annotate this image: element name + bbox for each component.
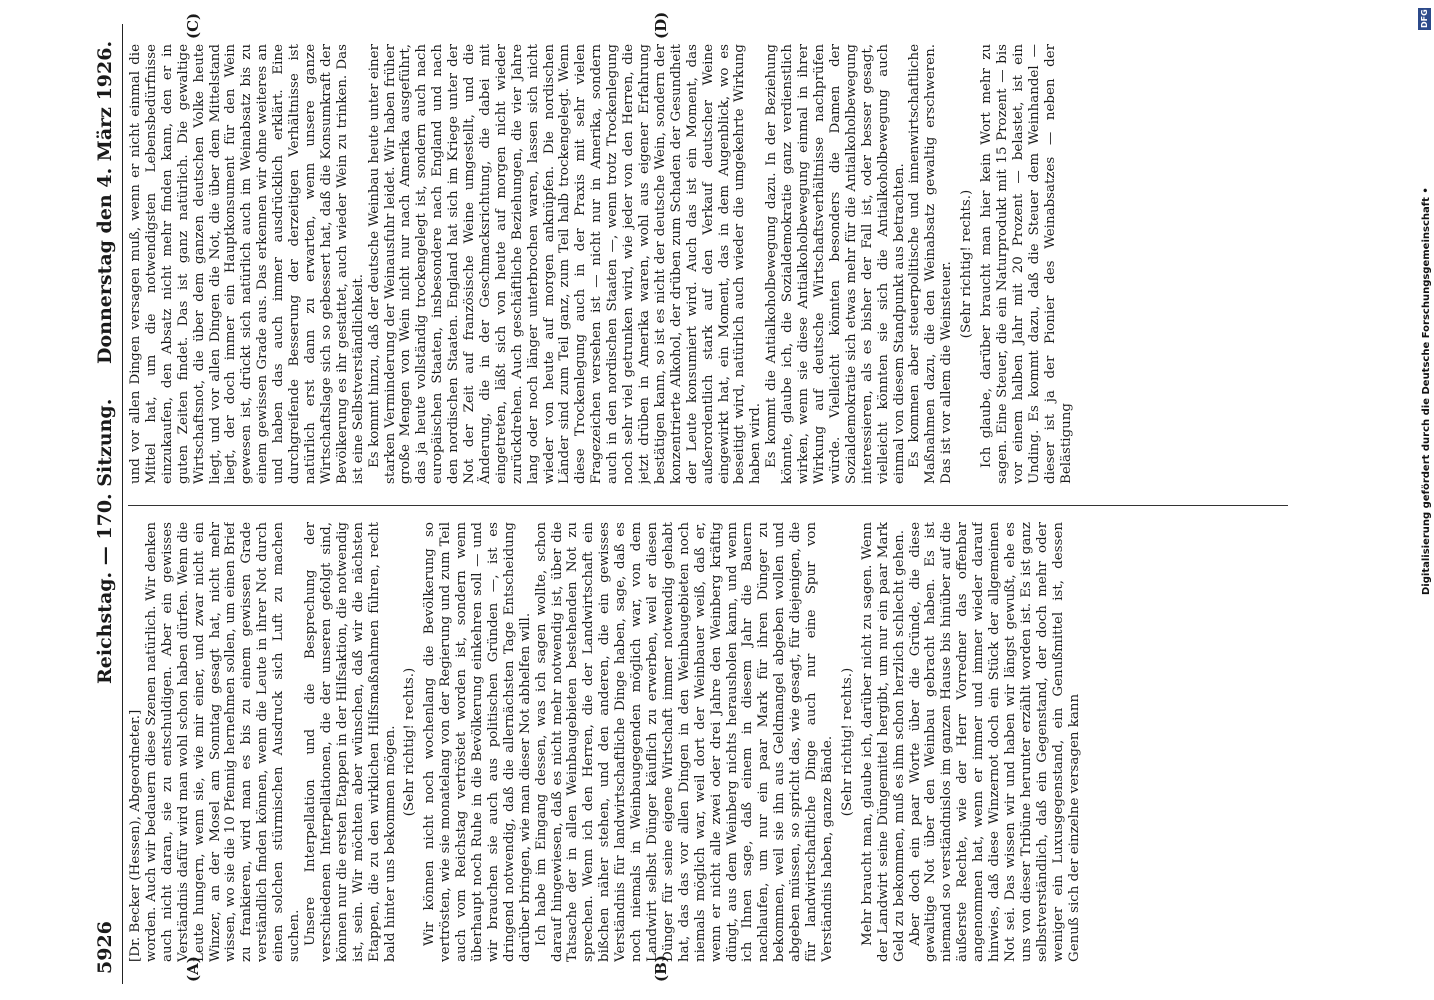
header-rule — [122, 24, 123, 984]
rotated-page — [92, 11, 1332, 984]
margin-mark-c: (C) — [184, 12, 202, 39]
right-column — [128, 44, 1288, 484]
paragraph: Es kommen aber steuerpolitische und innenwirtschaftliche Maßnahmen dazu, die den Weinabsatz gewaltig erschweren. Das ist vor allem die Weinsteuer. — [907, 44, 955, 484]
margin-mark-b: (B) — [652, 955, 670, 982]
column-divider — [128, 505, 1288, 506]
page-header — [92, 24, 122, 984]
paragraph: Ich glaube, darüber braucht man hier kein Wort mehr zu sagen. Eine Steuer, die ein Naturprodukt mit 15 Prozent — bis vor einem halben Jahr mit 20 Prozent — belastet, ist ein Unding. Es kommt dazu, daß die Steuer dem Weinhandel — dieser ist ja der Pionier des Weinabsatzes — neben der Belästigung — [979, 44, 1074, 484]
page-number: 5926 — [94, 921, 116, 974]
session-title: Reichstag. — 170. Sitzung. — [94, 398, 116, 684]
paragraph: worden. Auch wir bedauern diese Szenen natürlich. Wir denken auch nicht daran, sie zu entschuldigen. Aber ein gewisses Verständnis dafür wird man wohl schon haben dürfen. Wenn die Leute hungern, wenn sie, wie mir einer, und zwar nicht ein Winzer, an der Mosel am Sonntag gesagt hat, nicht mehr wissen, wo sie die 10 Pfennig hernehmen sollen, um einen Brief zu frankieren, wird man es bis zu einem gewissen Grade verständlich finden können, wenn die Leute in ihrer Not durch einen solchen stürmischen Ausdruck sich Luft zu machen suchen. — [143, 522, 303, 962]
margin-mark-a: (A) — [184, 956, 202, 982]
margin-mark-d: (D) — [652, 11, 670, 39]
session-date: Donnerstag den 4. März 1926. — [94, 40, 116, 364]
paragraph: Unsere Interpellation und die Besprechung der verschiedenen Interpellationen, die der unseren gefolgt sind, können nur die ersten Etappen in der Hilfsaktion, die notwendig ist, sein. Wir möchten aber wünschen, daß wir die nächsten Etappen, die zu den wirklichen Hilfsmaßnahmen führen, recht bald hinter uns bekommen mögen. — [302, 522, 398, 962]
interjection: (Sehr richtig! rechts.) — [402, 667, 418, 817]
paragraph: Ich habe im Eingang dessen, was ich sagen wollte, schon darauf hingewiesen, daß es nicht mehr notwendig ist, über die Tatsache der in allen Weinbaugebieten bestehenden Not zu sprechen. Wenn ich den Herren, die der Landwirtschaft ein bißchen näher stehen, und den anderen, die ein gewisses Verständnis für landwirtschaftliche Dinge haben, sage, daß es noch niemals in Weinbaugegenden möglich war, von dem Landwirt selbst Dünger käuflich zu erwerben, weil er diesen Dünger für seine eigene Wirtschaft immer notwendig gehabt hat, das das vor allen Dingen in den Weinbaugebieten noch niemals möglich war, weil dort der Weinbauer weiß, daß er, wenn er nicht alle zwei oder drei Jahre den Weinberg kräftig düngt, aus dem Weinberg nichts herausholen kann, und wenn ich Ihnen sage, daß einem in diesem Jahr die Bauern nachlaufen, um nur ein paar Mark für ihren Dünger zu bekommen, weil sie ihn aus Geldmangel abgeben wollen und abgeben müssen, so spricht das, wie gesagt, für diejenigen, die für landwirtschaftliche Dinge auch nur eine Spur von Verständnis haben, ganze Bände. — [533, 522, 835, 962]
paragraph: Aber doch ein paar Worte über die Gründe, die diese gewaltige Not über den Weinbau gebracht haben. Es ist niemand so verständnislos im ganzen Hause bis hinüber auf die äußerste Rechte, wie der Herr Vorredner das offenbar angenommen hat, wenn er immer und immer wieder darauf hinwies, daß diese Winzernot doch ein Stück der allgemeinen Not sei. Das wissen wir und haben wir längst gewußt, ehe es uns von dieser Tribüne herunter erzählt worden ist. Es ist ganz selbstverständlich, daß ein Gegenstand, der doch mehr oder weniger ein Luxusgegenstand, ein Genußmittel ist, dessen Genuß sich der einzelne versagen kann — [907, 522, 1082, 962]
interjection: (Sehr richtig! rechts.) — [959, 189, 975, 339]
paragraph: Wir können nicht noch wochenlang die Bevölkerung so vertrösten, wie sie monatelang von der Regierung und zum Teil auch vom Reichstag vertröstet worden ist, sondern wenn überhaupt noch Ruhe in die Bevölkerung einkehren soll — und wir brauchen sie auch aus politischen Gründen —, ist es dringend notwendig, daß die allernächsten Tage Entscheidung darüber bringen, wie man dieser Not abhelfen will. — [422, 522, 533, 962]
paragraph: Mehr braucht man, glaube ich, darüber nicht zu sagen. Wenn der Landwirt seine Düngemittel hergibt, um nur ein paar Mark Geld zu bekommen, muß es ihm schon herzlich schlecht gehen. — [859, 522, 907, 962]
left-column — [128, 522, 1288, 962]
dfg-logo: DFG — [1420, 9, 1429, 29]
paragraph: Es kommt hinzu, daß der deutsche Weinbau heute unter einer starken Verminderung der Weinausfuhr leidet. Wir haben früher große Mengen von Wein nicht nur nach Amerika ausgeführt, das ja heute vollständig trockengelegt ist, sondern auch nach europäischen Staaten, insbesondere nach England und nach den nordischen Staaten. England hat sich im Kriege unter der Not der Zeit auf französische Weine umgestellt, und die Änderung, die in der Geschmacksrichtung, die dabei mit eingetreten, läßt sich von heute auf morgen nicht wieder zurückdrehen. Auch geschäftliche Beziehungen, die vier Jahre lang oder noch länger unterbrochen waren, lassen sich nicht wieder von heute auf morgen anknüpfen. Die nordischen Länder sind zum Teil ganz, zum Teil halb trockengelegt. Wenn diese Trockenlegung auch in der Praxis mit sehr vielen Fragezeichen versehen ist — nicht nur in Amerika, sondern auch in den nordischen Staaten —, wenn trotz Trockenlegung noch sehr viel getrunken wird, wie jeder von den Herren, die jetzt drüben in Amerika waren, wohl aus eigener Erfahrung bestätigen kann, so ist es nicht der deutsche Wein, sondern der konzentrierte Alkohol, der drüben zum Schaden der Gesundheit der Leute konsumiert wird. Auch das ist ein Moment, das außerordentlich stark auf den Verkauf deutscher Weine eingewirkt hat, ein Moment, das in dem Augenblick, wo es beseitigt wird, natürlich auch wieder die umgekehrte Wirkung haben wird. — [366, 44, 764, 484]
speaker-line: [Dr. Becker (Hessen), Abgeordneter.] — [128, 709, 143, 962]
paragraph: und vor allen Dingen versagen muß, wenn er nicht einmal die Mittel hat, um die notwendigsten Lebensbedürfnisse einzukaufen, den Absatz nicht mehr finden kann, den er in guten Zeiten findet. Das ist ganz natürlich. Die gewaltige Wirtschaftsnot, die über dem ganzen deutschen Volke heute liegt, und vor allen Dingen die Not, die über dem Mittelstand liegt, der doch immer ein Hauptkonsument für den Wein gewesen ist, drückt sich natürlich auch im Weinabsatz bis zu einem gewissen Grade aus. Das erkennen wir ohne weiteres an und haben das auch immer ausdrücklich erklärt. Eine durchgreifende Besserung der derzeitigen Verhältnisse ist natürlich erst dann zu erwarten, wenn unsere ganze Wirtschaftslage sich so gebessert hat, daß die Konsumkraft der Bevölkerung es ihr gestattet, auch wieder Wein zu trinken. Das ist eine Selbstverständlichkeit. — [128, 44, 366, 484]
paragraph: Es kommt die Antialkoholbewegung dazu. In der Beziehung könnte, glaube ich, die Sozialdemokratie ganz verdienstlich wirken, wenn sie diese Antialkoholbewegung einmal in ihrer Wirkung auf deutsche Wirtschaftsverhältnisse nachprüfen würde. Vielleicht könnten besonders die Damen der Sozialdemokratie sich etwas mehr für die Antialkoholbewegung interessieren, als es bisher der Fall ist, oder besser gesagt, vielleicht könnten sie sich die Antialkoholbewegung auch einmal von diesem Standpunkt aus betrachten. — [764, 44, 907, 484]
interjection: (Sehr richtig! rechts.) — [839, 667, 855, 817]
digitization-credit: Digitalisierung gefördert durch die Deutsche Forschungsgemeinschaft • — [1421, 187, 1432, 595]
